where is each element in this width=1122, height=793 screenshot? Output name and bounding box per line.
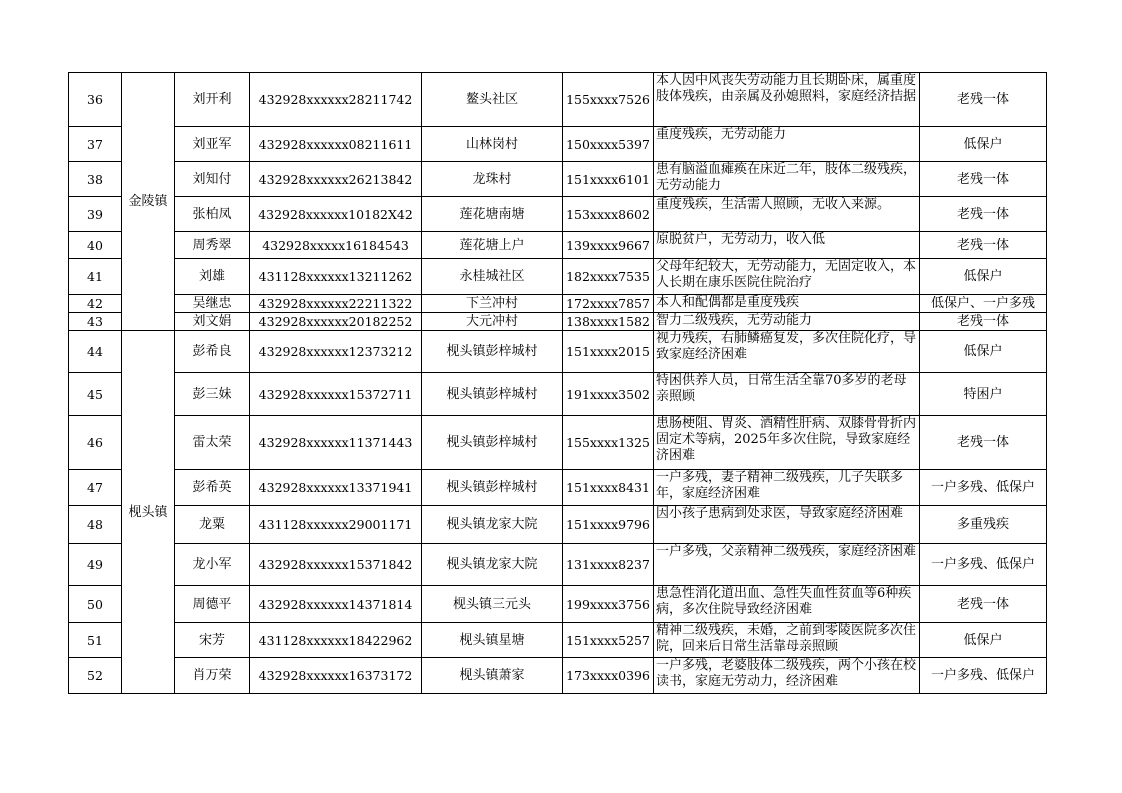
situation-cell: 原脱贫户，无劳动力，收入低 [654, 232, 920, 259]
village-cell: 枧头镇彭梓城村 [422, 470, 563, 506]
row-number: 45 [69, 373, 122, 416]
village-cell: 枧头镇彭梓城村 [422, 373, 563, 416]
name-cell: 彭三妹 [175, 373, 250, 416]
village-cell: 枧头镇星塘 [422, 623, 563, 658]
category-cell: 低保户 [920, 331, 1047, 373]
situation-cell: 一户多残，父亲精神二级残疾，家庭经济困难 [654, 544, 920, 586]
category-cell: 老残一体 [920, 73, 1047, 127]
name-cell: 刘知付 [175, 162, 250, 197]
id-number-cell: 432928xxxxxx16373172 [250, 658, 422, 694]
name-cell: 周德平 [175, 586, 250, 623]
situation-cell: 患急性消化道出血、急性失血性贫血等6种疾病，多次住院导致经济困难 [654, 586, 920, 623]
village-cell: 龙珠村 [422, 162, 563, 197]
name-cell: 张柏凤 [175, 197, 250, 232]
row-number: 51 [69, 623, 122, 658]
category-cell: 老残一体 [920, 162, 1047, 197]
situation-cell: 重度残疾，生活需人照顾，无收入来源。 [654, 197, 920, 232]
situation-cell: 患肠梗阻、胃炎、酒精性肝病、双膝骨骨折内固定术等病，2025年多次住院，导致家庭经济困难 [654, 416, 920, 470]
id-number-cell: 432928xxxxxx15372711 [250, 373, 422, 416]
category-cell: 特困户 [920, 373, 1047, 416]
phone-cell: 155xxxx7526 [563, 73, 654, 127]
village-cell: 枧头镇彭梓城村 [422, 416, 563, 470]
id-number-cell: 432928xxxxxx12373212 [250, 331, 422, 373]
name-cell: 吴继忠 [175, 295, 250, 313]
situation-cell: 精神二级残疾，未婚，之前到零陵医院多次住院，回来后日常生活靠母亲照顾 [654, 623, 920, 658]
row-number: 43 [69, 313, 122, 331]
phone-cell: 139xxxx9667 [563, 232, 654, 259]
id-number-cell: 431128xxxxxx13211262 [250, 259, 422, 295]
category-cell: 一户多残、低保户 [920, 470, 1047, 506]
category-cell: 老残一体 [920, 232, 1047, 259]
id-number-cell: 432928xxxxxx26213842 [250, 162, 422, 197]
phone-cell: 150xxxx5397 [563, 127, 654, 162]
id-number-cell: 432928xxxxxx10182X42 [250, 197, 422, 232]
name-cell: 龙小军 [175, 544, 250, 586]
name-cell: 龙粟 [175, 506, 250, 544]
situation-cell: 一户多残，妻子精神二级残疾，儿子失联多年，家庭经济困难 [654, 470, 920, 506]
town-cell: 枧头镇 [122, 331, 175, 694]
table-row [69, 331, 1047, 373]
category-cell: 低保户 [920, 623, 1047, 658]
village-cell: 永桂城社区 [422, 259, 563, 295]
table-row [69, 73, 1047, 127]
table-row [69, 544, 1047, 586]
phone-cell: 191xxxx3502 [563, 373, 654, 416]
village-cell: 枧头镇龙家大院 [422, 506, 563, 544]
row-number: 46 [69, 416, 122, 470]
table-row [69, 232, 1047, 259]
name-cell: 刘雄 [175, 259, 250, 295]
category-cell: 老残一体 [920, 416, 1047, 470]
category-cell: 老残一体 [920, 586, 1047, 623]
situation-cell: 特困供养人员，日常生活全靠70多岁的老母亲照顾 [654, 373, 920, 416]
table-row [69, 162, 1047, 197]
village-cell: 枧头镇龙家大院 [422, 544, 563, 586]
row-number: 37 [69, 127, 122, 162]
table-row [69, 313, 1047, 331]
phone-cell: 131xxxx8237 [563, 544, 654, 586]
table-row [69, 586, 1047, 623]
category-cell: 一户多残、低保户 [920, 544, 1047, 586]
id-number-cell: 432928xxxxxx11371443 [250, 416, 422, 470]
village-cell: 枧头镇彭梓城村 [422, 331, 563, 373]
row-number: 36 [69, 73, 122, 127]
phone-cell: 182xxxx7535 [563, 259, 654, 295]
id-number-cell: 431128xxxxxx18422962 [250, 623, 422, 658]
category-cell: 老残一体 [920, 313, 1047, 331]
id-number-cell: 432928xxxxxx14371814 [250, 586, 422, 623]
id-number-cell: 432928xxxxx16184543 [250, 232, 422, 259]
situation-cell: 视力残疾，右肺鳞癌复发，多次住院化疗，导致家庭经济困难 [654, 331, 920, 373]
phone-cell: 151xxxx5257 [563, 623, 654, 658]
category-cell: 低保户、一户多残 [920, 295, 1047, 313]
table-row [69, 295, 1047, 313]
phone-cell: 151xxxx8431 [563, 470, 654, 506]
phone-cell: 173xxxx0396 [563, 658, 654, 694]
table-row [69, 197, 1047, 232]
name-cell: 彭希英 [175, 470, 250, 506]
table-row [69, 658, 1047, 694]
table-row [69, 470, 1047, 506]
id-number-cell: 432928xxxxxx15371842 [250, 544, 422, 586]
phone-cell: 155xxxx1325 [563, 416, 654, 470]
situation-cell: 患有脑溢血瘫痪在床近二年，肢体二级残疾，无劳动能力 [654, 162, 920, 197]
village-cell: 枧头镇萧家 [422, 658, 563, 694]
village-cell: 山林岗村 [422, 127, 563, 162]
phone-cell: 199xxxx3756 [563, 586, 654, 623]
name-cell: 雷太荣 [175, 416, 250, 470]
village-cell: 莲花塘南塘 [422, 197, 563, 232]
village-cell: 枧头镇三元头 [422, 586, 563, 623]
name-cell: 周秀翠 [175, 232, 250, 259]
row-number: 41 [69, 259, 122, 295]
phone-cell: 172xxxx7857 [563, 295, 654, 313]
table-row [69, 373, 1047, 416]
town-cell: 金陵镇 [122, 73, 175, 331]
table-row [69, 506, 1047, 544]
id-number-cell: 431128xxxxxx29001171 [250, 506, 422, 544]
category-cell: 低保户 [920, 127, 1047, 162]
phone-cell: 151xxxx2015 [563, 331, 654, 373]
name-cell: 彭希良 [175, 331, 250, 373]
name-cell: 肖万荣 [175, 658, 250, 694]
phone-cell: 138xxxx1582 [563, 313, 654, 331]
category-cell: 一户多残、低保户 [920, 658, 1047, 694]
phone-cell: 153xxxx8602 [563, 197, 654, 232]
village-cell: 下兰冲村 [422, 295, 563, 313]
records-table [68, 72, 1047, 694]
village-cell: 莲花塘上户 [422, 232, 563, 259]
name-cell: 宋芳 [175, 623, 250, 658]
village-cell: 鳌头社区 [422, 73, 563, 127]
id-number-cell: 432928xxxxxx20182252 [250, 313, 422, 331]
row-number: 44 [69, 331, 122, 373]
category-cell: 低保户 [920, 259, 1047, 295]
category-cell: 多重残疾 [920, 506, 1047, 544]
situation-cell: 因小孩子患病到处求医，导致家庭经济困难 [654, 506, 920, 544]
id-number-cell: 432928xxxxxx22211322 [250, 295, 422, 313]
row-number: 42 [69, 295, 122, 313]
phone-cell: 151xxxx9796 [563, 506, 654, 544]
situation-cell: 智力二级残疾，无劳动能力 [654, 313, 920, 331]
id-number-cell: 432928xxxxxx08211611 [250, 127, 422, 162]
row-number: 50 [69, 586, 122, 623]
phone-cell: 151xxxx6101 [563, 162, 654, 197]
situation-cell: 重度残疾，无劳动能力 [654, 127, 920, 162]
id-number-cell: 432928xxxxxx13371941 [250, 470, 422, 506]
id-number-cell: 432928xxxxxx28211742 [250, 73, 422, 127]
row-number: 39 [69, 197, 122, 232]
table-row [69, 416, 1047, 470]
situation-cell: 本人因中风丧失劳动能力且长期卧床，属重度肢体残疾，由亲属及孙媳照料，家庭经济拮据 [654, 73, 920, 127]
row-number: 40 [69, 232, 122, 259]
village-cell: 大元冲村 [422, 313, 563, 331]
table-row [69, 259, 1047, 295]
row-number: 47 [69, 470, 122, 506]
row-number: 38 [69, 162, 122, 197]
situation-cell: 父母年纪较大，无劳动能力，无固定收入，本人长期在康乐医院住院治疗 [654, 259, 920, 295]
row-number: 49 [69, 544, 122, 586]
row-number: 52 [69, 658, 122, 694]
row-number: 48 [69, 506, 122, 544]
situation-cell: 一户多残，老婆肢体二级残疾，两个小孩在校读书，家庭无劳动力，经济困难 [654, 658, 920, 694]
table-row [69, 623, 1047, 658]
name-cell: 刘开利 [175, 73, 250, 127]
name-cell: 刘亚军 [175, 127, 250, 162]
table-row [69, 127, 1047, 162]
name-cell: 刘文娟 [175, 313, 250, 331]
category-cell: 老残一体 [920, 197, 1047, 232]
situation-cell: 本人和配偶都是重度残疾 [654, 295, 920, 313]
